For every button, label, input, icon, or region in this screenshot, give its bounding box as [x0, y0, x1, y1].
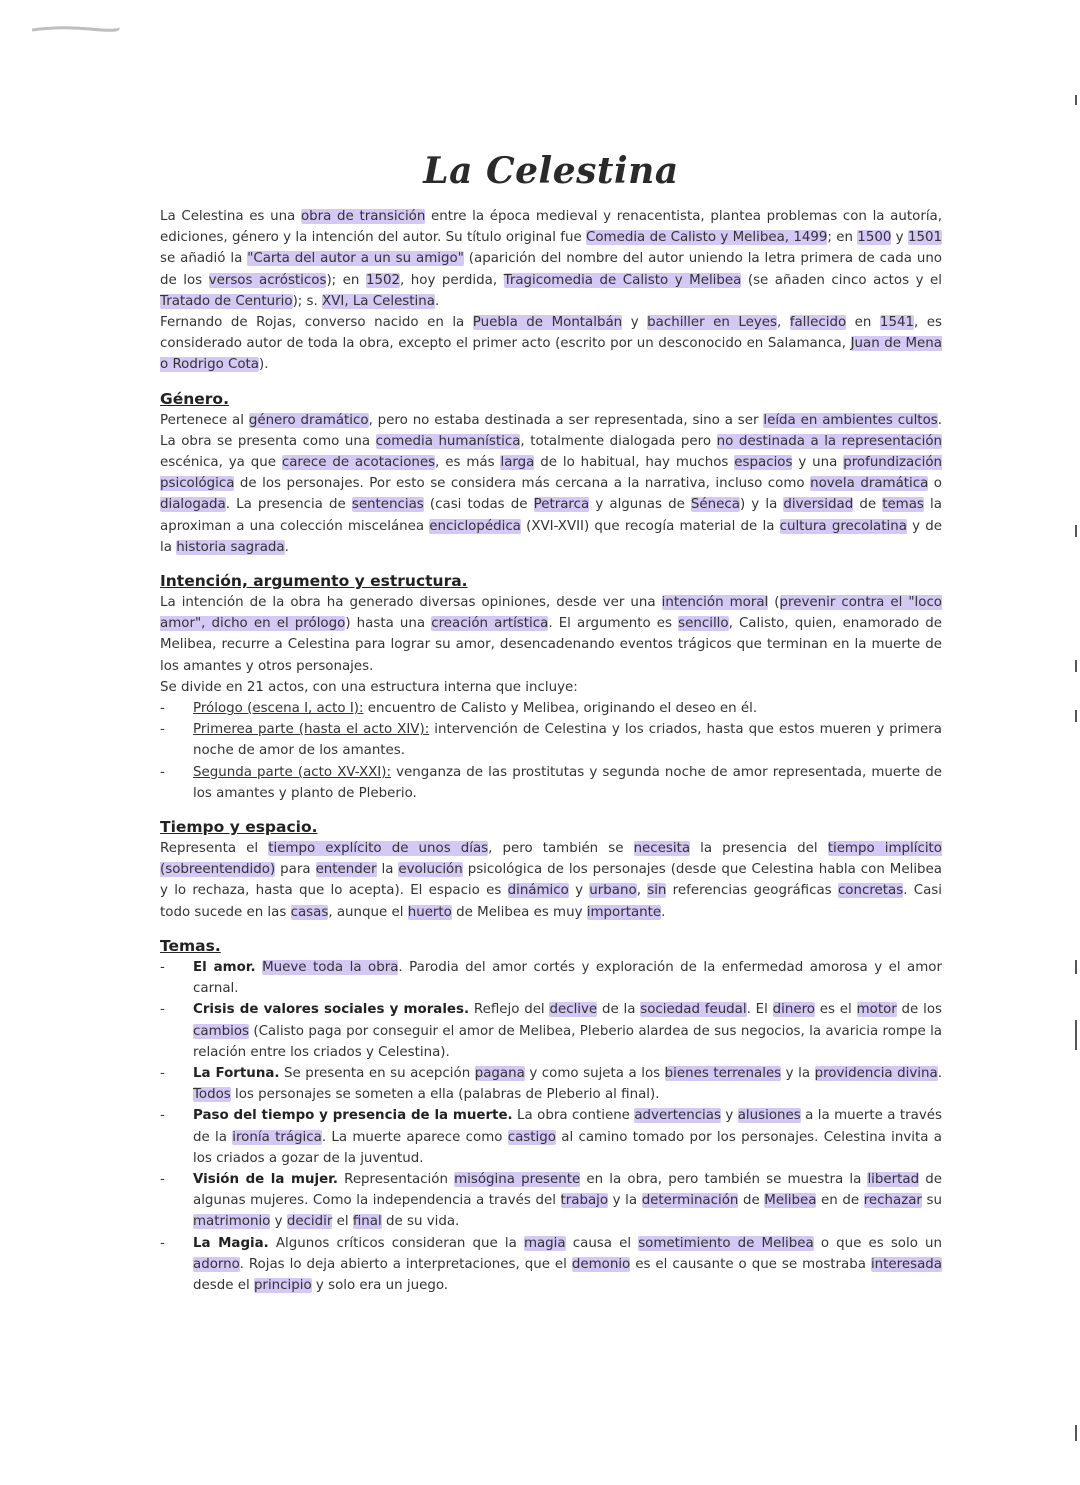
theme-title: Visión de la mujer. — [193, 1171, 338, 1187]
highlight: tiempo implícito (sobreentendido) — [160, 841, 942, 878]
list-item — [160, 762, 942, 804]
highlight: concretas — [837, 883, 904, 899]
list-item — [160, 1169, 942, 1233]
highlight: castigo — [507, 1129, 556, 1145]
list-item — [160, 1063, 942, 1105]
section-genero — [160, 390, 942, 558]
highlight: Todos — [193, 1087, 231, 1103]
scan-edge-mark — [1075, 960, 1077, 974]
section-tiempo — [160, 818, 942, 923]
highlight: no destinada a la representación — [716, 433, 942, 449]
highlight: género dramático — [248, 412, 369, 428]
highlight: Melibea — [764, 1193, 817, 1209]
theme-title: La Magia. — [193, 1235, 269, 1251]
highlight: historia sagrada — [176, 539, 285, 555]
section-temas — [160, 937, 942, 1296]
highlight: Juan de Mena o Rodrigo Cota — [160, 336, 942, 373]
section-paragraph: Se divide en 21 actos, con una estructura interna que incluye: — [160, 679, 578, 695]
highlight: evolución — [398, 862, 463, 878]
theme-body: Algunos críticos consideran que la magia causa el sometimiento de Melibea o que es solo un adorno. Rojas lo deja abierto a interpretaciones, que el demonio es el causante o que se mostraba interesada desde el principio y solo era un juego. — [193, 1235, 942, 1293]
section-heading: Género. — [160, 389, 229, 408]
highlight: carece de acotaciones — [281, 455, 436, 471]
page-title: La Celestina — [423, 150, 679, 192]
item-text: venganza de las prostitutas y segunda noche de amor representada, muerte de los amantes y planto de Pleberio. — [193, 764, 943, 801]
highlight: dinero — [772, 1002, 815, 1018]
highlight: providencia divina — [814, 1065, 938, 1081]
highlight: obra de transición — [300, 209, 426, 224]
highlight: Puebla de Montalbán — [472, 315, 623, 331]
highlight: declive — [549, 1002, 598, 1018]
intro-paragraph: Fernando de Rojas, converso nacido en la Puebla de Montalbán y bachiller en Leyes, fallecido en 1541, es considerado autor de toda la obra, excepto el primer acto (escrito por un desconocido en Salamanca, Juan de Mena o Rodrigo Cota). — [160, 315, 942, 373]
scan-edge-mark — [1075, 710, 1077, 722]
list-item — [160, 1233, 942, 1297]
item-text: intervención de Celestina y los criados, hasta que estos mueren y primera noche de amor de los amantes. — [193, 722, 942, 759]
highlight: dialogada — [160, 497, 226, 513]
highlight: motor — [856, 1002, 897, 1018]
highlight: Petrarca — [533, 497, 590, 513]
item-label: Primerea parte (hasta el acto XIV): — [193, 722, 430, 738]
highlight: bachiller en Leyes — [647, 315, 777, 331]
section-intencion — [160, 572, 942, 804]
highlight: comedia humanística — [375, 433, 521, 449]
highlight: trabajo — [560, 1193, 609, 1209]
theme-title: Paso del tiempo y presencia de la muerte. — [193, 1108, 513, 1124]
highlight: temas — [882, 497, 924, 513]
scan-edge-mark — [1075, 525, 1077, 537]
highlight: intención moral — [661, 595, 769, 611]
scan-smudge — [30, 24, 120, 34]
section-heading: Intención, argumento y estructura. — [160, 572, 468, 591]
section-heading: Temas. — [160, 936, 221, 955]
item-label: Prólogo (escena I, acto I): — [193, 701, 364, 717]
highlight: prevenir contra el "loco amor", dicho en el prólogo — [160, 595, 942, 632]
highlight: XVI, La Celestina — [322, 293, 435, 309]
highlight: sencillo — [678, 616, 729, 632]
theme-title: La Fortuna. — [193, 1065, 280, 1081]
highlight: misógina presente — [454, 1171, 581, 1187]
highlight: tiempo explícito de unos días — [268, 841, 489, 857]
highlight: profundización psicológica — [160, 455, 943, 492]
highlight: Mueve toda la obra — [262, 959, 399, 975]
highlight: enciclopédica — [429, 518, 521, 534]
highlight: principio — [253, 1277, 312, 1293]
highlight: casas — [290, 904, 329, 920]
highlight: leída en ambientes cultos — [763, 412, 938, 428]
highlight: alusiones — [737, 1108, 801, 1124]
highlight: Tratado de Centurio — [160, 293, 293, 309]
highlight: importante — [586, 904, 662, 920]
highlight: fallecido — [789, 315, 847, 331]
list-item — [160, 719, 942, 761]
document-page — [160, 150, 942, 1296]
highlight: 1500 — [857, 230, 892, 246]
highlight: "Carta del autor a un su amigo" — [247, 251, 464, 267]
highlight: entender — [315, 862, 377, 878]
list-item — [160, 1105, 942, 1169]
theme-body: Representación misógina presente en la obra, pero también se muestra la libertad de algunas mujeres. Como la independencia a través del trabajo y la determinación de Melibea en de rechazar su matrimonio y decidir el final de su vida. — [193, 1171, 942, 1230]
highlight: creación artística — [431, 616, 549, 632]
highlight: matrimonio — [193, 1214, 271, 1230]
highlight: urbano — [589, 883, 637, 899]
highlight: rechazar — [863, 1193, 922, 1209]
section-paragraph: Representa el tiempo explícito de unos días, pero también se necesita la presencia del tiempo implícito (sobreentendido) para entender la evolución psicológica de los personajes (desde que Celestina habla con Melibea y lo rechaza, hasta que lo acepta). El espacio es dinámico y urbano, sin referencias geográficas concretas. Casi todo sucede en las casas, aunque el huerto de Melibea es muy importante. — [160, 841, 943, 920]
highlight: sociedad feudal — [640, 1002, 747, 1018]
highlight: necesita — [633, 841, 691, 857]
section-paragraph: Pertenece al género dramático, pero no estaba destinada a ser representada, sino a ser leída en ambientes cultos. La obra se presenta como una comedia humanística, totalmente dialogada pero no destinada a la representación escénica, ya que carece de acotaciones, es más larga de lo habitual, hay muchos espacios y una profundización psicológica de los personajes. Por esto se considera más cercana a la narrativa, incluso como novela dramática o dialogada. La presencia de sentencias (casi todas de Petrarca y algunas de Séneca) y la diversidad de temas la aproximan a una colección miscelánea enciclopédica (XVI-XVII) que recogía material de la cultura grecolatina y de la historia sagrada. — [160, 412, 943, 555]
themes-list — [160, 957, 942, 1296]
highlight: interesada — [870, 1256, 942, 1272]
highlight: 1501 — [907, 230, 943, 246]
highlight: diversidad — [783, 497, 854, 513]
theme-body: Mueve toda la obra. Parodia del amor cortés y exploración de la enfermedad amorosa y el amor carnal. — [193, 959, 942, 997]
highlight: sentencias — [351, 497, 424, 513]
scan-edge-mark — [1075, 660, 1077, 672]
highlight: adorno — [193, 1256, 240, 1272]
highlight: novela dramática — [810, 476, 929, 492]
highlight: magia — [523, 1235, 566, 1251]
highlight: libertad — [867, 1171, 920, 1187]
highlight: bienes terrenales — [664, 1065, 782, 1081]
highlight: sometimiento de Melibea — [638, 1235, 814, 1251]
scan-edge-mark — [1075, 1425, 1077, 1441]
highlight: Séneca — [690, 497, 740, 513]
highlight: advertencias — [634, 1108, 721, 1124]
highlight: decidir — [286, 1214, 333, 1230]
highlight: pagana — [474, 1065, 525, 1081]
theme-body: La obra contiene advertencias y alusiones a la muerte a través de la ironía trágica. La muerte aparece como castigo al camino tomado por los personajes. Celestina invita a los criados a gozar de la juventud. — [193, 1108, 942, 1166]
highlight: versos acrósticos — [208, 272, 327, 288]
highlight: final — [352, 1214, 382, 1230]
highlight: 1541 — [879, 315, 914, 331]
section-paragraph: La intención de la obra ha generado diversas opiniones, desde ver una intención moral (prevenir contra el "loco amor", dicho en el prólogo) hasta una creación artística. El argumento es sencillo, Calisto, quien, enamorado de Melibea, recurre a Celestina para lograr su amor, desencadenando eventos trágicos que terminan en la muerte de los amantes y otros personajes. — [160, 595, 942, 674]
scan-edge-mark — [1075, 1020, 1077, 1050]
theme-title: Crisis de valores sociales y morales. — [193, 1002, 470, 1018]
highlight: espacios — [734, 455, 793, 471]
highlight: determinación — [641, 1193, 739, 1209]
highlight: huerto — [407, 904, 452, 920]
highlight: 1502 — [365, 272, 401, 288]
item-label: Segunda parte (acto XV-XXI): — [193, 764, 391, 780]
highlight: Tragicomedia de Calisto y Melibea — [503, 272, 742, 288]
intro-paragraph: La Celestina es una obra de transición entre la época medieval y renacentista, plantea problemas con la autoría, ediciones, género y la intención del autor. Su título original fue Comedia de Calisto y Melibea, 1499; en 1500 y 1501 se añadió la "Carta del autor a un su amigo" (aparición del nombre del autor uniendo la letra primera de cada uno de los versos acrósticos); en 1502, hoy perdida, Tragicomedia de Calisto y Melibea (se añaden cinco actos y el Tratado de Centurio); s. XVI, La Celestina. — [160, 209, 943, 309]
highlight: dinámico — [507, 883, 569, 899]
list-item — [160, 999, 942, 1063]
list-item — [160, 957, 942, 999]
highlight: cambios — [193, 1023, 250, 1039]
structure-list — [160, 698, 942, 804]
theme-body: Se presenta en su acepción pagana y como sujeta a los bienes terrenales y la providencia divina. Todos los personajes se someten a ella (palabras de Pleberio al final). — [193, 1065, 942, 1103]
highlight: ironía trágica — [232, 1129, 322, 1145]
highlight: Comedia de Calisto y Melibea, 1499 — [586, 230, 828, 246]
theme-body: Reflejo del declive de la sociedad feudal. El dinero es el motor de los cambios (Calisto paga por conseguir el amor de Melibea, Pleberio alardea de sus negocios, la avaricia rompe la relación entre los criados y Celestina). — [193, 1002, 942, 1060]
highlight: cultura grecolatina — [779, 518, 907, 534]
theme-title: El amor. — [193, 959, 256, 975]
section-heading: Tiempo y espacio. — [160, 818, 318, 837]
scan-edge-mark — [1075, 95, 1077, 105]
list-item — [160, 698, 942, 719]
highlight: larga — [500, 455, 535, 471]
highlight: demonio — [571, 1256, 631, 1272]
item-text: encuentro de Calisto y Melibea, originando el deseo en él. — [363, 701, 758, 717]
highlight: sin — [647, 883, 667, 899]
